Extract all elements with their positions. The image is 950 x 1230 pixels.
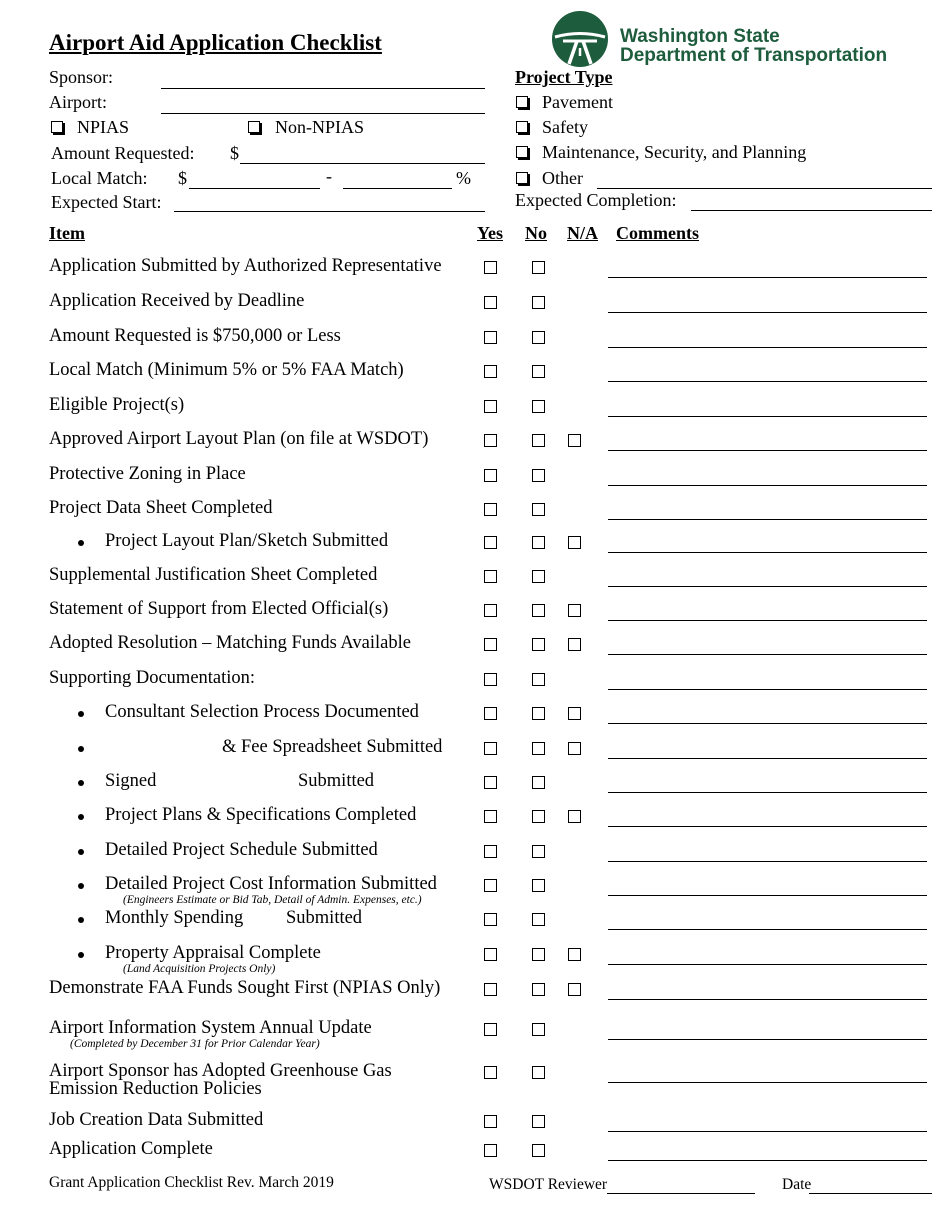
yes-checkbox[interactable] — [484, 296, 497, 309]
sponsor-label: Sponsor: — [49, 67, 114, 87]
na-checkbox[interactable] — [568, 434, 581, 447]
local-match-percent-field[interactable] — [343, 188, 452, 189]
yes-checkbox[interactable] — [484, 845, 497, 858]
comments-field[interactable] — [608, 964, 927, 965]
reviewer-field[interactable] — [607, 1193, 755, 1194]
comments-field[interactable] — [608, 826, 927, 827]
comments-field[interactable] — [608, 929, 927, 930]
no-checkbox[interactable] — [532, 331, 545, 344]
yes-checkbox[interactable] — [484, 776, 497, 789]
bullet — [78, 711, 84, 717]
comments-field[interactable] — [608, 552, 927, 553]
bullet — [78, 952, 84, 958]
bullet — [78, 780, 84, 786]
bullet — [78, 814, 84, 820]
item-label: Adopted Resolution – Matching Funds Available — [49, 633, 411, 653]
item-label-continued: Submitted — [298, 771, 375, 791]
percent-sign: % — [456, 168, 471, 188]
comments-field[interactable] — [608, 450, 927, 451]
date-field[interactable] — [809, 1193, 932, 1194]
page-title: Airport Aid Application Checklist — [49, 30, 382, 55]
bullet — [78, 917, 84, 923]
item-label: Eligible Project(s) — [49, 395, 185, 415]
revision-text: Grant Application Checklist Rev. March 2019 — [49, 1174, 334, 1191]
local-match-label: Local Match: — [51, 168, 148, 188]
comments-field[interactable] — [608, 586, 927, 587]
item-label: Monthly Spending — [105, 908, 244, 928]
comments-field[interactable] — [608, 1131, 927, 1132]
airport-label: Airport: — [49, 92, 107, 112]
bullet — [78, 849, 84, 855]
na-checkbox[interactable] — [568, 810, 581, 823]
column-header-comments: Comments — [616, 223, 699, 243]
yes-checkbox[interactable] — [484, 365, 497, 378]
item-label: Consultant Selection Process Documented — [105, 702, 419, 722]
comments-field[interactable] — [608, 723, 927, 724]
item-label: Application Complete — [49, 1139, 213, 1159]
comments-field[interactable] — [608, 277, 927, 278]
na-checkbox[interactable] — [568, 536, 581, 549]
comments-field[interactable] — [608, 1039, 927, 1040]
item-label: Amount Requested is $750,000 or Less — [49, 326, 341, 346]
yes-checkbox[interactable] — [484, 434, 497, 447]
comments-field[interactable] — [608, 485, 927, 486]
no-checkbox[interactable] — [532, 1144, 545, 1157]
item-label: Airport Information System Annual Update — [49, 1018, 372, 1038]
item-label: Application Submitted by Authorized Representative — [49, 256, 442, 276]
no-checkbox[interactable] — [532, 707, 545, 720]
bullet — [78, 883, 84, 889]
project-type-heading: Project Type — [515, 67, 613, 87]
no-checkbox[interactable] — [532, 913, 545, 926]
date-label: Date — [782, 1176, 812, 1193]
item-note: (Engineers Estimate or Bid Tab, Detail of Admin. Expenses, etc.) — [123, 894, 422, 906]
comments-field[interactable] — [608, 758, 927, 759]
item-note: (Completed by December 31 for Prior Calendar Year) — [70, 1038, 320, 1050]
item-label: Supplemental Justification Sheet Completed — [49, 565, 378, 585]
item-label: Application Received by Deadline — [49, 291, 305, 311]
expected-completion-label: Expected Completion: — [515, 190, 677, 210]
yes-checkbox[interactable] — [484, 503, 497, 516]
npias-label: NPIAS — [77, 117, 130, 137]
local-match-dollar-sign: $ — [178, 168, 187, 188]
na-checkbox[interactable] — [568, 742, 581, 755]
no-checkbox[interactable] — [532, 948, 545, 961]
maintenance-checkbox[interactable] — [516, 146, 528, 158]
no-checkbox[interactable] — [532, 261, 545, 274]
comments-field[interactable] — [608, 689, 927, 690]
maintenance-label: Maintenance, Security, and Planning — [542, 142, 807, 162]
no-checkbox[interactable] — [532, 365, 545, 378]
airport-field[interactable] — [161, 113, 485, 114]
no-checkbox[interactable] — [532, 983, 545, 996]
item-label: Project Plans & Specifications Completed — [105, 805, 417, 825]
comments-field[interactable] — [608, 312, 927, 313]
yes-checkbox[interactable] — [484, 913, 497, 926]
item-label-continued: Submitted — [286, 908, 363, 928]
yes-checkbox[interactable] — [484, 742, 497, 755]
amount-dollar-sign: $ — [230, 143, 239, 163]
no-checkbox[interactable] — [532, 845, 545, 858]
bullet — [78, 540, 84, 546]
yes-checkbox[interactable] — [484, 536, 497, 549]
yes-checkbox[interactable] — [484, 948, 497, 961]
item-label-continued: Emission Reduction Policies — [49, 1079, 262, 1099]
no-checkbox[interactable] — [532, 434, 545, 447]
item-label: Approved Airport Layout Plan (on file at WSDOT) — [49, 429, 429, 449]
no-checkbox[interactable] — [532, 673, 545, 686]
expected-start-label: Expected Start: — [51, 192, 162, 212]
amount-requested-label: Amount Requested: — [51, 143, 195, 163]
no-checkbox[interactable] — [532, 879, 545, 892]
pavement-checkbox[interactable] — [516, 96, 528, 108]
other-field[interactable] — [597, 188, 932, 189]
item-label: Signed — [105, 771, 157, 791]
item-label: Local Match (Minimum 5% or 5% FAA Match) — [49, 360, 404, 380]
item-label: Airport Sponsor has Adopted Greenhouse Gas — [49, 1061, 392, 1081]
na-checkbox[interactable] — [568, 707, 581, 720]
no-checkbox[interactable] — [532, 400, 545, 413]
wsdot-logo-icon — [551, 10, 609, 68]
item-label: & Fee Spreadsheet Submitted — [222, 737, 443, 757]
amount-requested-field[interactable] — [240, 163, 485, 164]
yes-checkbox[interactable] — [484, 331, 497, 344]
comments-field[interactable] — [608, 999, 927, 1000]
item-note: (Land Acquisition Projects Only) — [123, 963, 276, 975]
yes-checkbox[interactable] — [484, 707, 497, 720]
yes-checkbox[interactable] — [484, 604, 497, 617]
no-checkbox[interactable] — [532, 503, 545, 516]
other-checkbox[interactable] — [516, 172, 528, 184]
no-checkbox[interactable] — [532, 742, 545, 755]
non-npias-checkbox[interactable] — [248, 121, 260, 133]
comments-field[interactable] — [608, 861, 927, 862]
safety-checkbox[interactable] — [516, 121, 528, 133]
no-checkbox[interactable] — [532, 469, 545, 482]
item-label: Demonstrate FAA Funds Sought First (NPIAS Only) — [49, 978, 441, 998]
no-checkbox[interactable] — [532, 776, 545, 789]
na-checkbox[interactable] — [568, 983, 581, 996]
non-npias-label: Non-NPIAS — [275, 117, 365, 137]
bullet — [78, 746, 84, 752]
item-label: Job Creation Data Submitted — [49, 1110, 264, 1130]
column-header-na: N/A — [567, 223, 598, 243]
yes-checkbox[interactable] — [484, 638, 497, 651]
yes-checkbox[interactable] — [484, 1115, 497, 1128]
no-checkbox[interactable] — [532, 1066, 545, 1079]
pavement-label: Pavement — [542, 92, 613, 112]
yes-checkbox[interactable] — [484, 400, 497, 413]
yes-checkbox[interactable] — [484, 1066, 497, 1079]
yes-checkbox[interactable] — [484, 1023, 497, 1036]
yes-checkbox[interactable] — [484, 261, 497, 274]
item-label: Property Appraisal Complete — [105, 943, 321, 963]
no-checkbox[interactable] — [532, 1023, 545, 1036]
comments-field[interactable] — [608, 381, 927, 382]
yes-checkbox[interactable] — [484, 1144, 497, 1157]
local-match-amount-field[interactable] — [189, 188, 320, 189]
expected-completion-field[interactable] — [691, 210, 932, 211]
logo-line-1: Washington State — [620, 26, 780, 47]
column-header-yes: Yes — [477, 223, 503, 243]
item-label: Project Data Sheet Completed — [49, 498, 273, 518]
no-checkbox[interactable] — [532, 296, 545, 309]
yes-checkbox[interactable] — [484, 983, 497, 996]
other-label: Other — [542, 168, 583, 188]
local-match-dash: - — [326, 166, 332, 186]
yes-checkbox[interactable] — [484, 469, 497, 482]
expected-start-field[interactable] — [174, 211, 485, 212]
logo-line-2: Department of Transportation — [620, 45, 888, 66]
item-label: Detailed Project Schedule Submitted — [105, 840, 378, 860]
item-label: Detailed Project Cost Information Submitted — [105, 874, 437, 894]
no-checkbox[interactable] — [532, 604, 545, 617]
sponsor-field[interactable] — [161, 88, 485, 89]
comments-field[interactable] — [608, 620, 927, 621]
npias-checkbox[interactable] — [51, 121, 63, 133]
item-label: Statement of Support from Elected Official(s) — [49, 599, 389, 619]
comments-field[interactable] — [608, 416, 927, 417]
comments-field[interactable] — [608, 654, 927, 655]
no-checkbox[interactable] — [532, 1115, 545, 1128]
na-checkbox[interactable] — [568, 948, 581, 961]
comments-field[interactable] — [608, 792, 927, 793]
item-label: Protective Zoning in Place — [49, 464, 246, 484]
yes-checkbox[interactable] — [484, 570, 497, 583]
reviewer-label: WSDOT Reviewer — [489, 1176, 608, 1193]
column-header-no: No — [525, 223, 547, 243]
comments-field[interactable] — [608, 347, 927, 348]
column-header-item: Item — [49, 223, 85, 243]
yes-checkbox[interactable] — [484, 810, 497, 823]
na-checkbox[interactable] — [568, 604, 581, 617]
yes-checkbox[interactable] — [484, 879, 497, 892]
no-checkbox[interactable] — [532, 570, 545, 583]
comments-field[interactable] — [608, 895, 927, 896]
no-checkbox[interactable] — [532, 536, 545, 549]
comments-field[interactable] — [608, 1082, 927, 1083]
no-checkbox[interactable] — [532, 810, 545, 823]
no-checkbox[interactable] — [532, 638, 545, 651]
na-checkbox[interactable] — [568, 638, 581, 651]
comments-field[interactable] — [608, 519, 927, 520]
item-label: Supporting Documentation: — [49, 668, 256, 688]
safety-label: Safety — [542, 117, 588, 137]
comments-field[interactable] — [608, 1160, 927, 1161]
yes-checkbox[interactable] — [484, 673, 497, 686]
item-label: Project Layout Plan/Sketch Submitted — [105, 531, 389, 551]
